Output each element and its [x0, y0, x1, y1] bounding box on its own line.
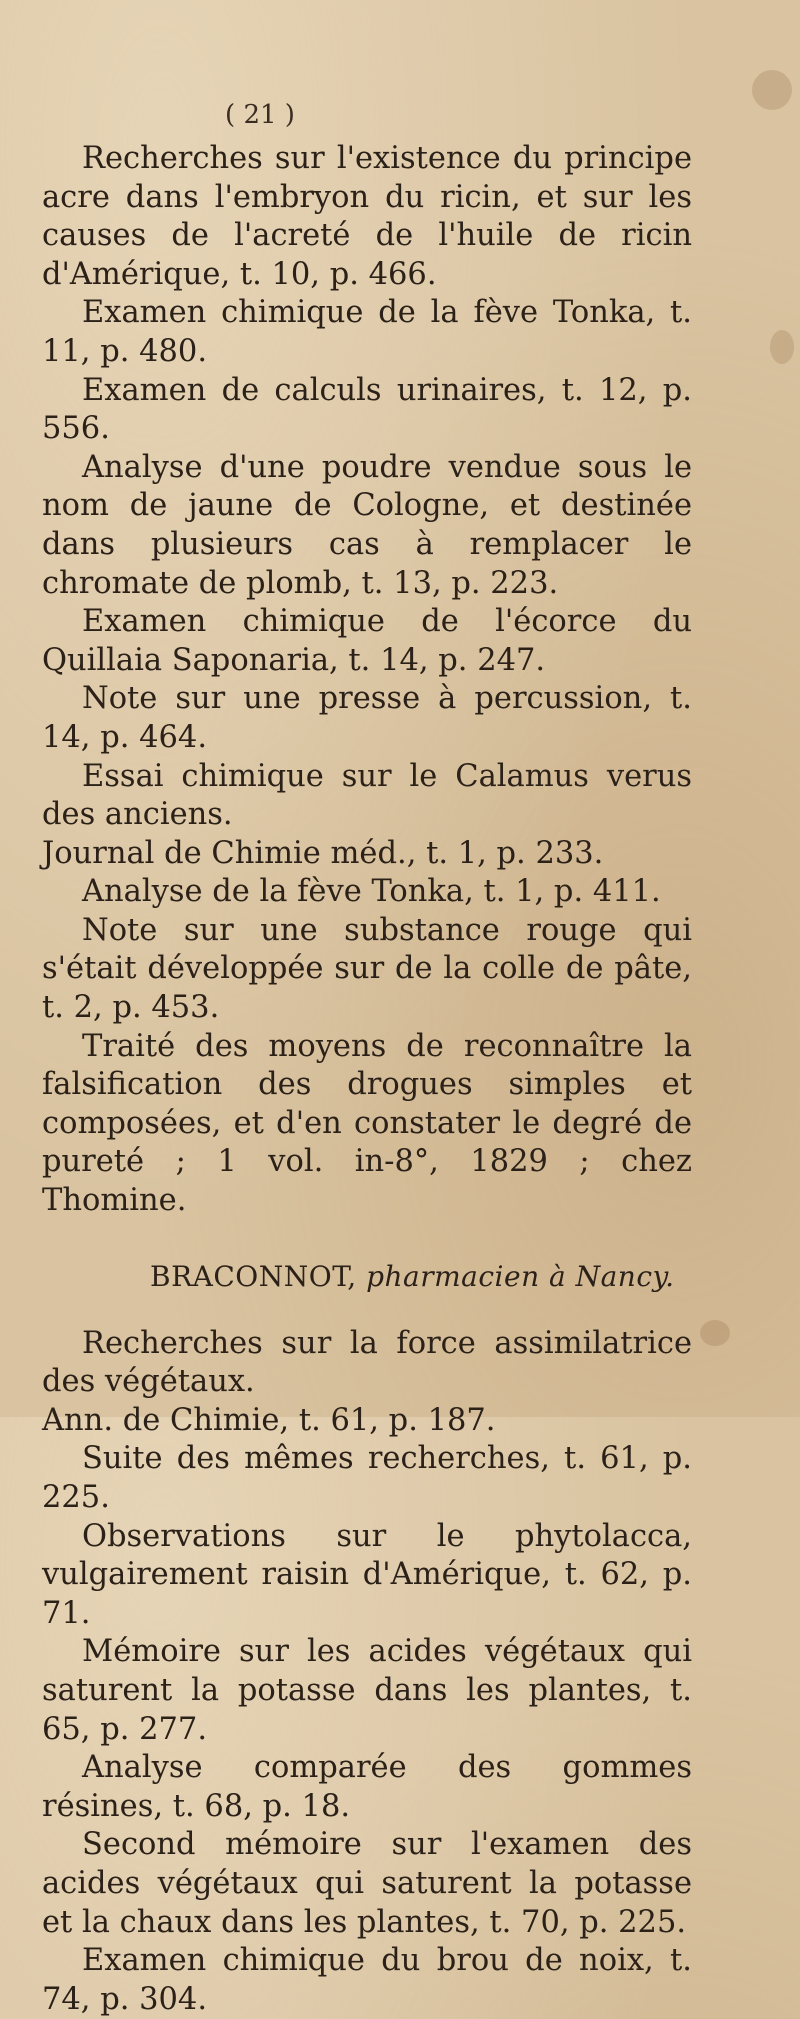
- bibliography-entry: Recherches sur l'existence du principe acre dans l'embryon du ricin, et sur les causes de l'acreté de l'huile de ricin d'Amérique, t. 10, p. 466.: [42, 141, 692, 292]
- page-number: ( 21 ): [225, 100, 295, 130]
- bibliography-entry: Note sur une presse à percussion, t. 14, p. 464.: [42, 681, 692, 755]
- bibliography-entry: Analyse comparée des gommes résines, t. 68, p. 18.: [42, 1750, 692, 1824]
- bibliography-entry: Second mémoire sur l'examen des acides végétaux qui saturent la potasse et la chaux dans les plantes, t. 70, p. 225.: [42, 1827, 692, 1940]
- bibliography-entry: Essai chimique sur le Calamus verus des anciens.: [42, 758, 692, 833]
- bibliography-entry: Examen chimique du brou de noix, t. 74, p. 304.: [42, 1943, 692, 2017]
- bibliography-entry: Analyse d'une poudre vendue sous le nom de jaune de Cologne, et destinée dans plusieurs cas à remplacer le chromate de plomb, t. 13, p. 223.: [42, 449, 692, 601]
- bibliography-entry: Analyse de la fève Tonka, t. 1, p. 411.: [82, 874, 661, 910]
- author-role: pharmacien à Nancy.: [366, 1259, 675, 1293]
- paper-stain: [752, 70, 792, 110]
- bibliography-entry: Examen chimique de la fève Tonka, t. 11, p. 480.: [42, 295, 692, 369]
- paper-stain: [700, 1320, 730, 1346]
- bibliography-entry: Examen de calculs urinaires, t. 12, p. 556.: [42, 372, 692, 447]
- bibliography-entry: Recherches sur la force assimilatrice des végétaux.: [42, 1325, 692, 1400]
- bibliography-entry: Suite des mêmes recherches, t. 61, p. 225.: [42, 1441, 692, 1515]
- paper-stain: [770, 330, 794, 364]
- bibliography-entry: Observations sur le phytolacca, vulgairement raisin d'Amérique, t. 62, p. 71.: [42, 1518, 692, 1631]
- bibliography-entry: Note sur une substance rouge qui s'était développée sur de la colle de pâte, t. 2, p. 453.: [42, 912, 692, 1026]
- bibliography-entry: Ann. de Chimie, t. 61, p. 187.: [42, 1402, 496, 1438]
- bibliography-section-2: [42, 1325, 692, 2019]
- bibliography-entry: Examen chimique de l'écorce du Quillaia Saponaria, t. 14, p. 247.: [42, 604, 692, 678]
- bibliography-section-1: [42, 140, 692, 1221]
- author-heading: [42, 1257, 692, 1297]
- author-name: BRACONNOT,: [150, 1259, 357, 1293]
- text-block: [42, 140, 692, 2019]
- bibliography-entry: Mémoire sur les acides végétaux qui saturent la potasse dans les plantes, t. 65, p. 277.: [42, 1634, 692, 1747]
- bibliography-entry: Journal de Chimie méd., t. 1, p. 233.: [42, 835, 604, 871]
- bibliography-entry: Traité des moyens de reconnaître la falsification des drogues simples et composées, et d'en constater le degré de pureté ; 1 vol. in-8°, 1829 ; chez Thomine.: [42, 1028, 692, 1219]
